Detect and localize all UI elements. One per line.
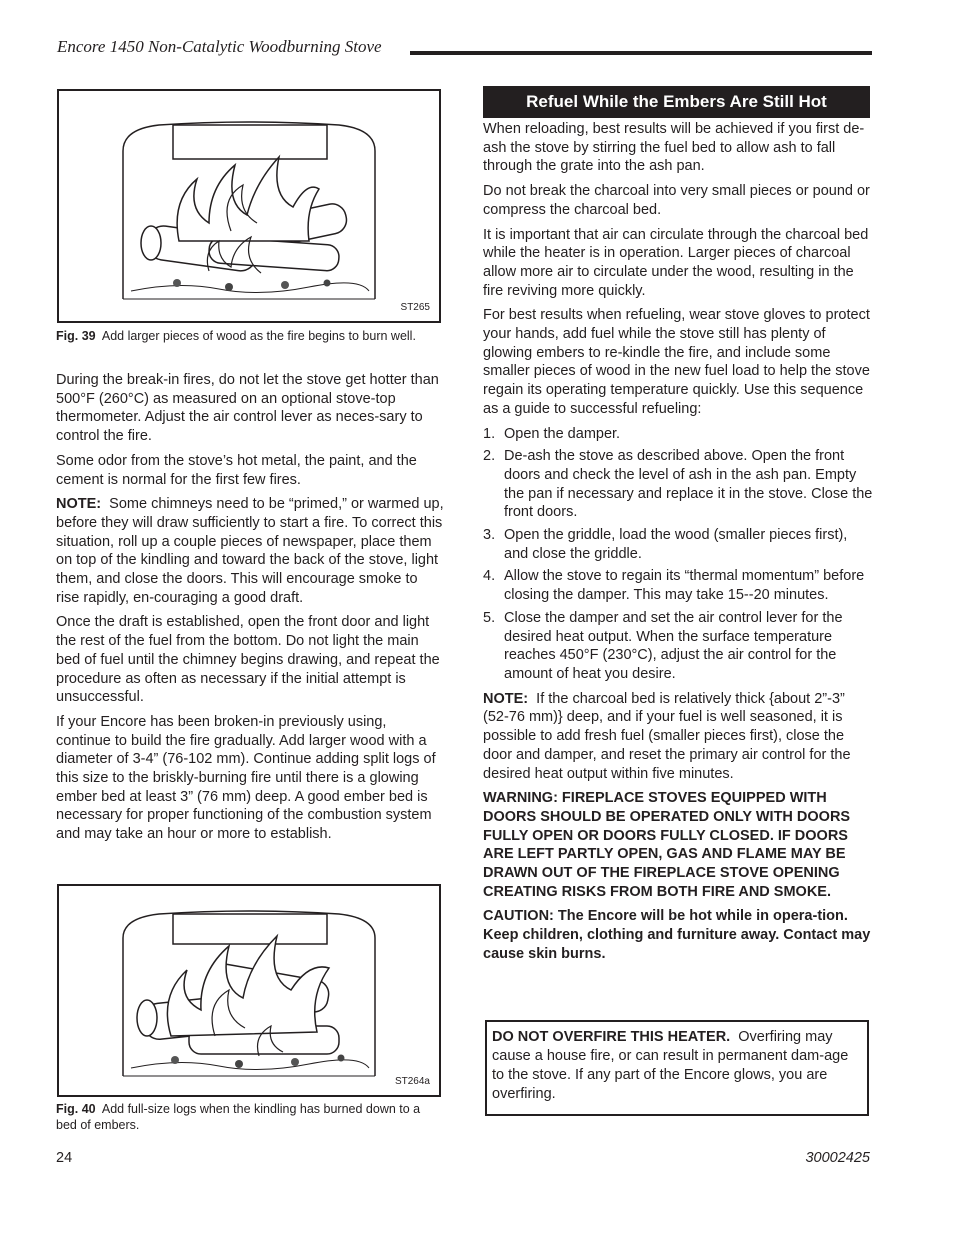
header-title: Encore 1450 Non-Catalytic Woodburning Stove — [57, 37, 382, 56]
caption-text: Add full-size logs when the kindling has burned down to a bed of embers. — [56, 1102, 421, 1132]
warning-text: WARNING: FIREPLACE STOVES EQUIPPED WITH DOORS SHOULD BE OPERATED ONLY WITH DOORS FULLY OPEN OR DOORS FULLY CLOSED. IF DOORS ARE LEFT PARTLY OPEN, GAS AND FLAME MAY BE DRAWN OUT OF THE FIREPLACE STOVE OPENING CREATING RISKS FROM BOTH FIRE AND SMOKE. — [483, 790, 851, 900]
step-text: Open the griddle, load the wood (smaller pieces first), and close the griddle. — [504, 527, 848, 562]
paragraph: Once the draft is established, open the front door and light the rest of the fuel from the bottom. Do not light the main bed of fuel until the chimney begins drawing, and repeat the procedure as often as necessary if the initial attempt is unsuccessful. — [56, 614, 440, 706]
list-item — [483, 447, 873, 522]
page-number: 24 — [56, 1150, 73, 1166]
list-item — [483, 567, 873, 604]
overfire-warning-box — [485, 1020, 869, 1116]
list-item — [483, 526, 873, 563]
left-column — [56, 371, 444, 850]
header-rule — [410, 51, 872, 55]
step-text: De-ash the stove as described above. Open the front doors and check the level of ash in the ash pan. Empty the pan if necessary and replace it in the stove. Close the front doors. — [504, 448, 873, 521]
caution-text: CAUTION: The Encore will be hot while in opera-tion. Keep children, clothing and furniture away. Contact may cause skin burns. — [483, 908, 871, 962]
paragraph: It is important that air can circulate through the charcoal bed while the heater is in operation. Larger pieces of charcoal allow more air to circulate under the wood, resulting in the fire reviving more quickly. — [483, 226, 869, 299]
section-heading: Refuel While the Embers Are Still Hot — [483, 86, 870, 118]
figure-code: ST264a — [394, 1076, 430, 1087]
note-label: NOTE: — [56, 496, 102, 513]
document-number: 30002425 — [805, 1150, 870, 1166]
caption-label: Fig. 40 — [56, 1102, 96, 1116]
fire-illustration-small-logs — [59, 91, 439, 321]
list-item — [483, 425, 873, 444]
figure-code: ST265 — [400, 302, 430, 313]
caption-text: Add larger pieces of wood as the fire begins to burn well. — [101, 329, 416, 343]
figure-39 — [57, 89, 441, 323]
step-number: 5. — [483, 609, 496, 626]
note-paragraph — [483, 690, 873, 784]
note-text: If the charcoal bed is relatively thick {about 2”-3” (52-76 mm)} deep, and if your fuel is well seasoned, it is possible to add fresh fuel (smaller pieces first), close the door and damper, and reset the primary air control for the desired heat output within five minutes. — [483, 690, 851, 782]
fire-illustration-full-logs — [59, 886, 439, 1095]
paragraph: When reloading, best results will be achieved if you first de-ash the stove by stirring the fuel bed to allow ash to fall through the grate into the ash pan. — [483, 121, 865, 175]
step-number: 3. — [483, 527, 496, 544]
list-item — [483, 609, 873, 684]
step-text: Close the damper and set the air control lever for the desired heat output. When the surface temperature reaches 450°F (230°C), adjust the air control for the amount of heat you desire. — [504, 609, 843, 682]
step-text: Allow the stove to regain its “thermal momentum” before closing the damper. This may take 15--20 minutes. — [504, 568, 865, 604]
step-text: Open the damper. — [504, 425, 621, 442]
note-label: NOTE: — [483, 690, 529, 707]
paragraph: Some odor from the stove’s hot metal, the paint, and the cement is normal for the first few fires. — [56, 452, 417, 488]
step-number: 1. — [483, 425, 496, 442]
box-bold-text: DO NOT OVERFIRE THIS HEATER. — [492, 1029, 731, 1045]
refuel-steps — [483, 425, 873, 684]
paragraph: For best results when refueling, wear stove gloves to protect your hands, add fuel while the stove still has plenty of glowing embers to re-kindle the fire, and include some smaller pieces of wood in the new fuel load to help the stove regain its operating temperature quickly. Use this sequence as a guide to successful refueling: — [483, 307, 870, 417]
note-text: Some chimneys need to be “primed,” or warmed up, before they will draw sufficiently to start a fire. To correct this situation, roll up a couple pieces of newspaper, place them on top of the kindling and toward the back of the stove, light them, and close the doors. This will encourage smoke to rise rapidly, en-couraging a good draft. — [56, 496, 444, 606]
box-text: Overfiring may cause a house fire, or can result in permanent dam-age to the stove. If any part of the Encore glows, you are overfiring. — [492, 1029, 849, 1102]
paragraph: During the break-in fires, do not let the stove get hotter than 500°F (260°C) as measured on an optional stove-top thermometer. Adjust the air control lever as neces-sary to control the fire. — [56, 372, 439, 445]
figure-40 — [57, 884, 441, 1097]
paragraph: If your Encore has been broken-in previously using, continue to build the fire gradually. Add larger wood with a diameter of 3-4” (76-102 mm). Continue adding split logs of this size to the briskly-burning fire until there is a glowing ember bed at least 3” (76 mm) deep. A good ember bed is necessary for proper functioning of the combustion system and may take an hour or more to establish. — [56, 713, 436, 843]
figure-40-caption — [56, 1101, 442, 1133]
step-number: 2. — [483, 448, 496, 465]
caption-label: Fig. 39 — [56, 329, 96, 343]
step-number: 4. — [483, 568, 496, 585]
paragraph: Do not break the charcoal into very small pieces or pound or compress the charcoal bed. — [483, 183, 870, 218]
right-column — [483, 120, 873, 970]
note-paragraph — [56, 495, 444, 607]
figure-39-caption — [56, 328, 442, 344]
